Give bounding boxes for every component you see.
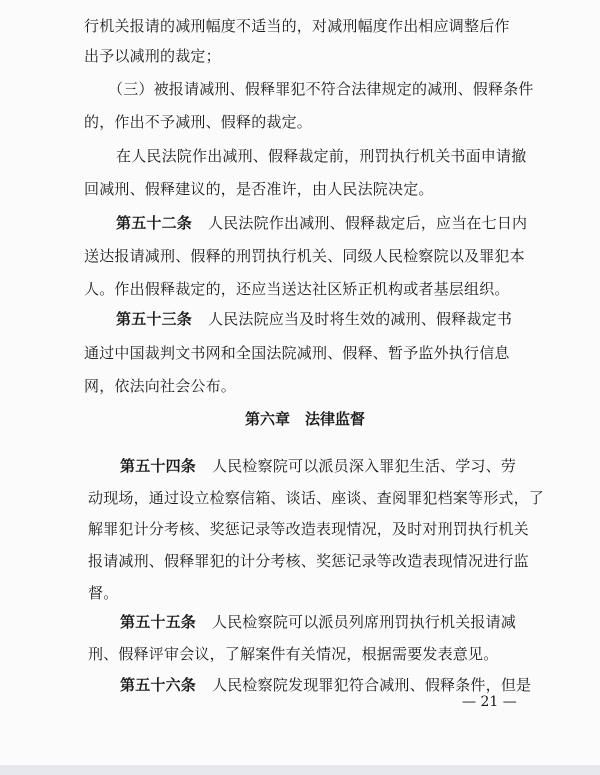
text-line: 在人民法院作出减刑、假释裁定前，刑罚执行机关书面申请撤 (116, 147, 527, 165)
article-54-first-line (120, 456, 516, 476)
article-number: 第五十六条 (120, 676, 197, 694)
article-56-first-line (120, 675, 531, 695)
text-line: 送达报请减刑、假释的刑罚执行机关、同级人民检察院以及罪犯本 (84, 247, 525, 265)
article-52-first-line (116, 213, 527, 233)
text-line: 回减刑、假释建议的，是否准许，由人民法院决定。 (84, 180, 434, 198)
article-text: 人民检察院可以派员深入罪犯生活、学习、劳 (212, 457, 517, 475)
text-line: （三）被报请减刑、假释罪犯不符合法律规定的减刑、假释条件 (108, 80, 534, 98)
article-text: 人民法院作出减刑、假释裁定后，应当在七日内 (208, 214, 528, 232)
article-text: 人民法院应当及时将生效的减刑、假释裁定书 (208, 310, 513, 328)
chapter-title: 第六章 法律监督 (244, 410, 365, 428)
text-line: 的，作出不予减刑、假释的裁定。 (84, 113, 313, 131)
article-55-first-line (120, 612, 516, 632)
text-line: 通过中国裁判文书网和全国法院减刑、假释、暂予监外执行信息 (84, 344, 510, 362)
page-bottom-edge (0, 765, 600, 775)
text-line: 督。 (88, 584, 119, 602)
article-number: 第五十二条 (116, 214, 193, 232)
article-text: 人民检察院可以派员列席刑罚执行机关报请减 (212, 613, 517, 631)
text-line: 报请减刑、假释罪犯的计分考核、奖惩记录等改造表现情况进行监 (88, 552, 529, 570)
text-line: 网，依法向社会公布。 (84, 377, 237, 395)
article-text: 人民检察院发现罪犯符合减刑、假释条件，但是 (212, 676, 532, 694)
article-number: 第五十三条 (116, 310, 193, 328)
text-line: 人。作出假释裁定的，还应当送达社区矫正机构或者基层组织。 (84, 280, 510, 298)
article-53-first-line (116, 309, 512, 329)
text-line: 刑、假释评审会议，了解案件有关情况，根据需要发表意见。 (88, 645, 499, 663)
text-line: 解罪犯计分考核、奖惩记录等改造表现情况，及时对刑罚执行机关 (88, 520, 529, 538)
article-number: 第五十五条 (120, 613, 197, 631)
page-number: — 21 — (462, 694, 517, 710)
text-line: 出予以减刑的裁定； (84, 47, 221, 65)
article-number: 第五十四条 (120, 457, 197, 475)
text-line: 行机关报请的减刑幅度不适当的，对减刑幅度作出相应调整后作 (84, 17, 510, 35)
text-line: 动现场，通过设立检察信箱、谈话、座谈、查阅罪犯档案等形式，了 (88, 489, 545, 507)
